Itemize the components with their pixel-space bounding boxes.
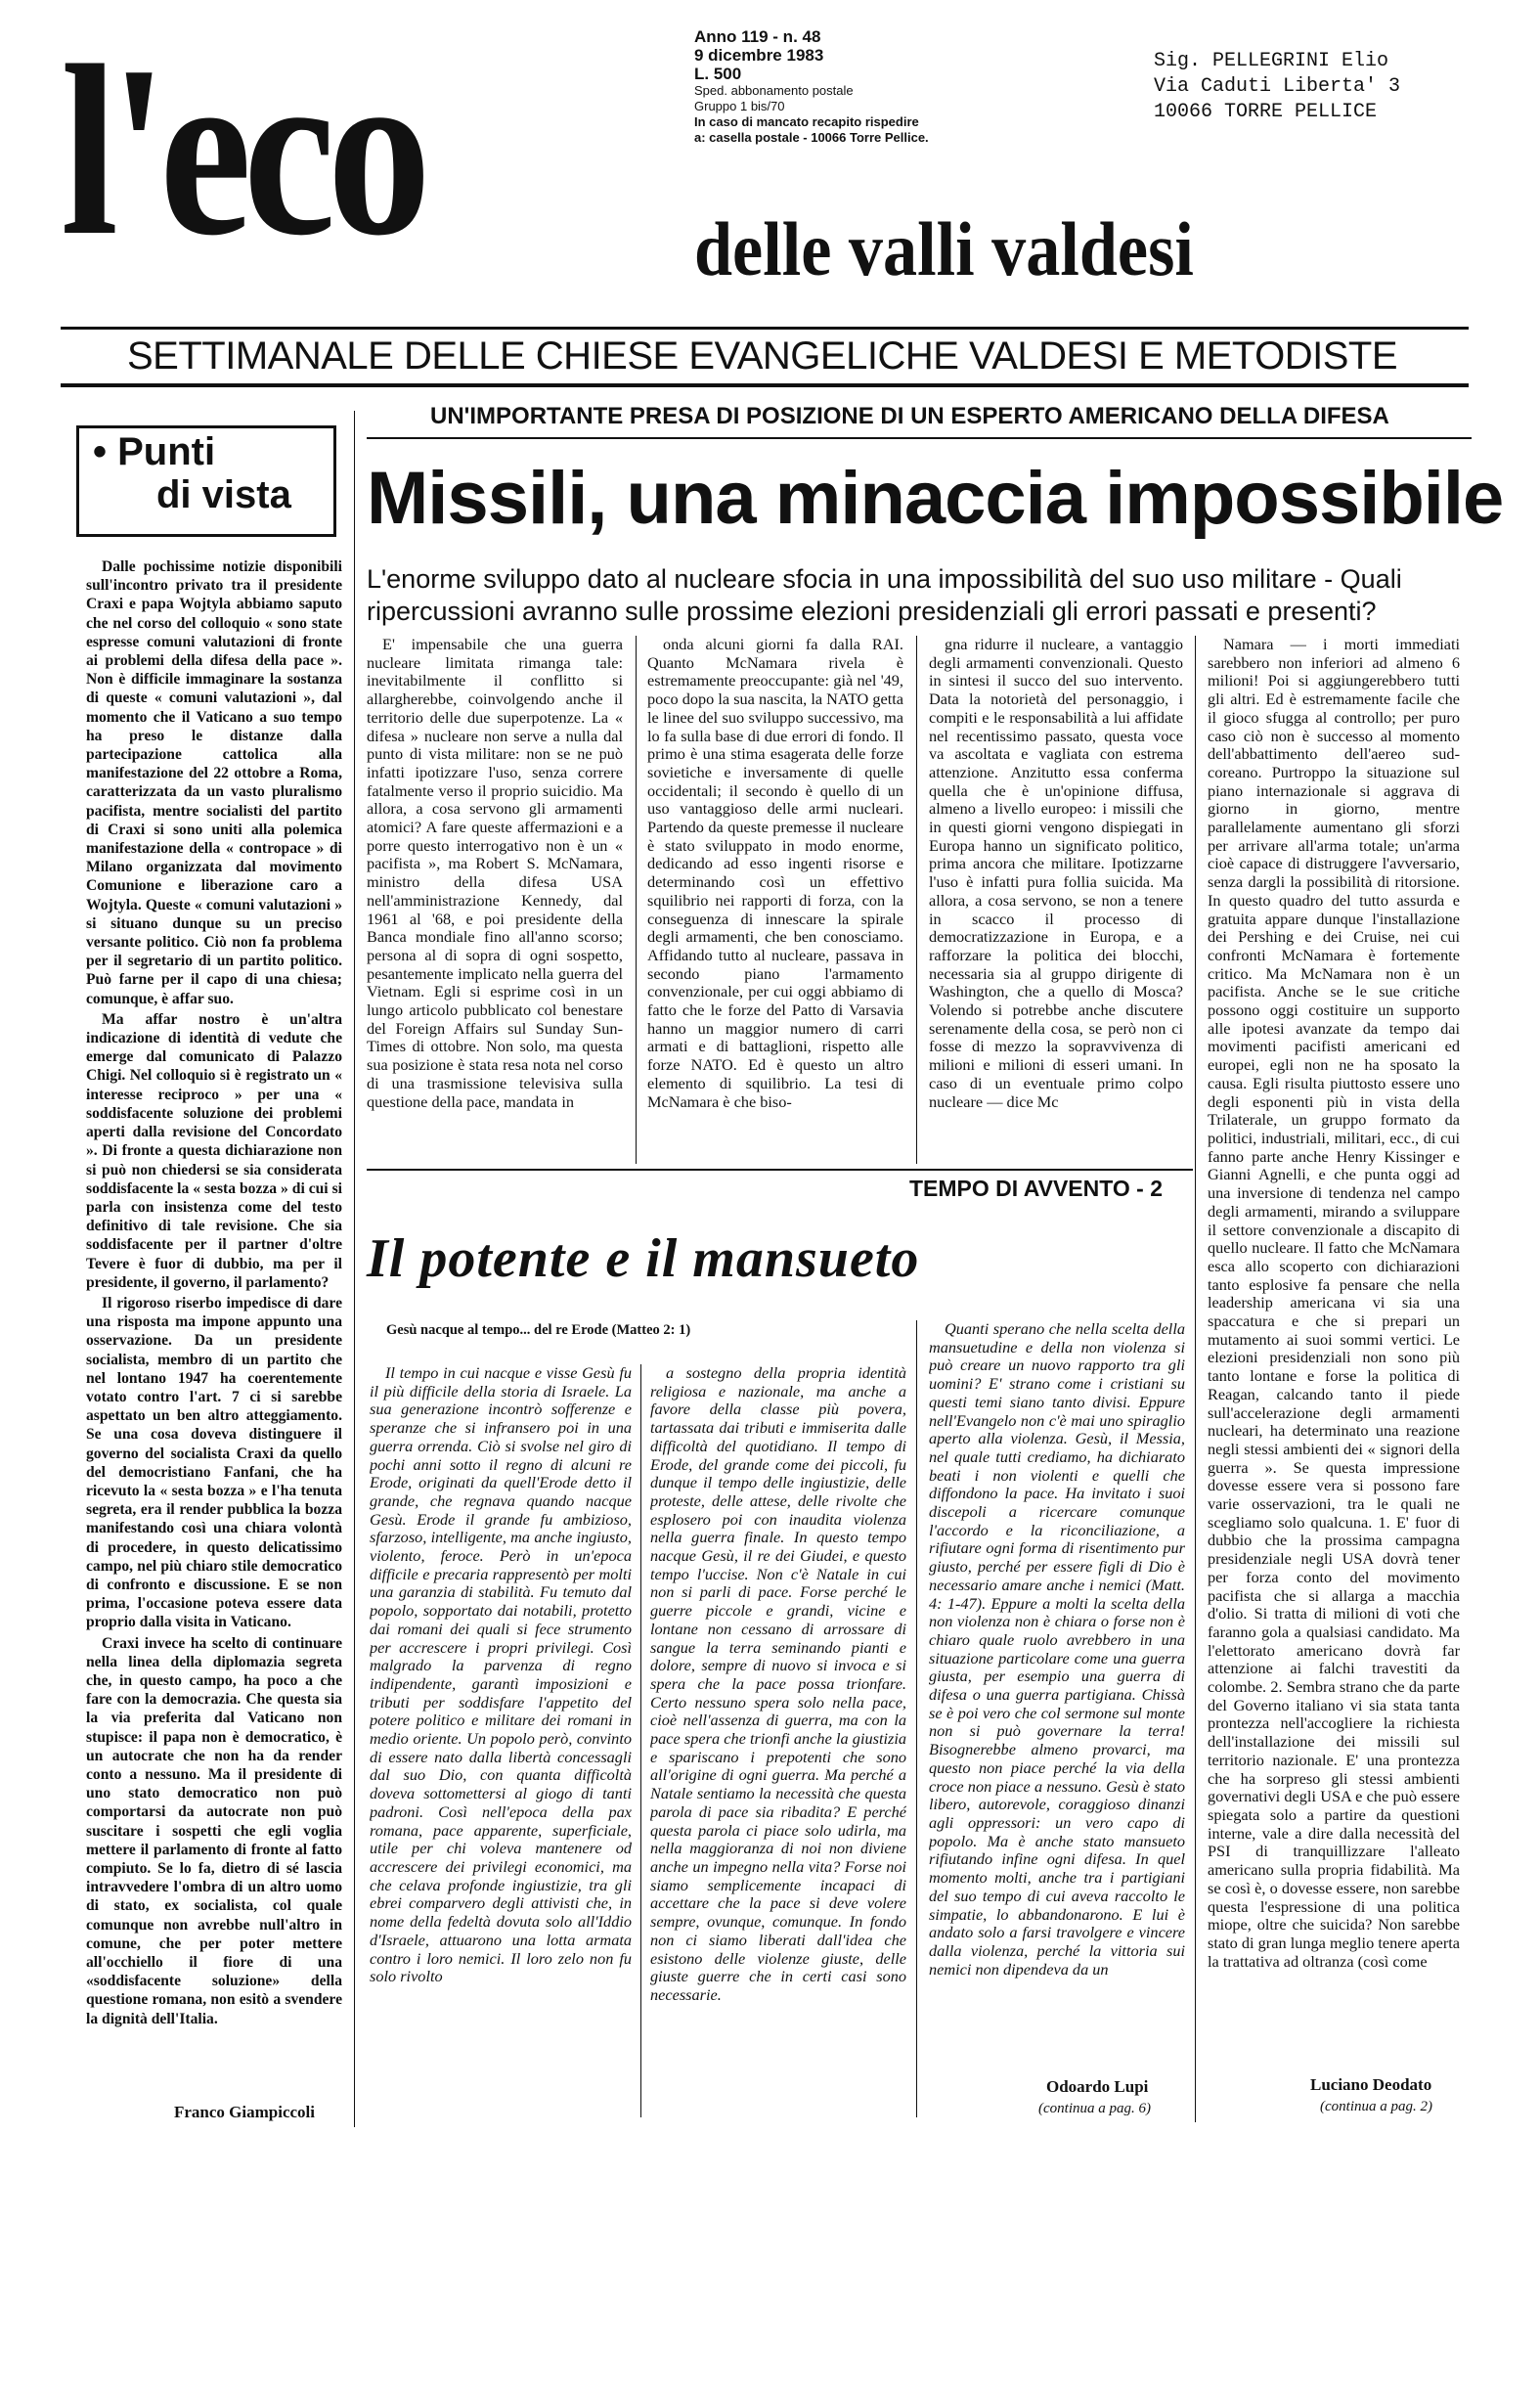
- editorial-paragraph: Ma affar nostro è un'altra indicazione di identità di vedute che emerge dal comunicato di Palazzo Chigi. Nel colloquio si è registrato un « interesse reciproco » per una « soddisfacente soluzione dei problemi aperti dalla revisione del Concordato ». Di fronte a questa dichiarazione non si può non chiedersi se sia considerata soddisfacente la « sesta bozza » di cui si parla con insistenza come del testo definitivo di tale revisione. Che sia soddisfacente per il partner d'oltre Tevere è fuor di dubbio, ma per il presidente, il governo, il parlamento?: [86, 1010, 342, 1291]
- weekly-tagline: SETTIMANALE DELLE CHIESE EVANGELICHE VALDESI E METODISTE: [127, 334, 1398, 378]
- avvento-signature: Odoardo Lupi: [1046, 2077, 1149, 2096]
- issue-info: [694, 27, 929, 146]
- column-divider: [916, 636, 917, 1164]
- issue-return-2: a: casella postale - 10066 Torre Pellice.: [694, 130, 929, 145]
- address-line: Via Caduti Liberta' 3: [1154, 75, 1401, 98]
- punti-di-vista-title: • Punti: [93, 430, 216, 473]
- column-divider: [916, 1320, 917, 2117]
- avvento-rule: [367, 1169, 1193, 1171]
- editorial-paragraph: Dalle pochissime notizie disponibili sull'incontro privato tra il presidente Craxi e papa Wojtyla abbiamo saputo che nel corso del colloquio « sono state espresse comuni valutazioni di fronte ai problemi della difesa della pace ». Non è difficile immaginare la sostanza di queste « comuni valutazioni », dal momento che il Vaticano a suo tempo ha preso le distanze dalla partecipazione cattolica alla manifestazione del 22 ottobre a Roma, caratterizzata da un vasto pluralismo pacifista, mentre socialisti del partito di Craxi si sono uniti alla polemica manifestazione della « contropace » di Milano organizzata dal movimento Comunione e liberazione caro a Wojtyla. Queste « comuni valutazioni » si situano dunque su un preciso versante politico. Ciò non fa problema per il segretario di un partito politico. Può farne per il capo di una chiesa; comunque, è affar suo.: [86, 558, 342, 1007]
- avvento-continued: (continua a pag. 6): [1038, 2101, 1151, 2116]
- missili-column-2: [647, 636, 903, 1164]
- editorial-paragraph: Craxi invece ha scelto di continuare nella linea della diplomazia segreta che, in questo campo, ha poco a che fare con la democrazia. Che questa sia la via preferita dal Vaticano non stupisce: il papa non è democratico, è un autocrate che non ha da render conto a nessuno. Ma il presidente di uno stato democratico non può comportarsi da autocrate non può suscitare i sospetti che egli voglia mettere il parlamento di fronte al fatto compiuto. Se lo fa, dietro di sé lascia intravvedere l'ombra di un altro uomo di stato, ex socialista, col quale comunque non avrebbe null'altro in comune, che per poter mettere all'occhiello il fiore di una «soddisfacente soluzione» della questione romana, non esitò a svendere la dignità dell'Italia.: [86, 1634, 342, 2027]
- missili-text: Namara — i morti immediati sarebbero non inferiori ad almeno 6 milioni! Poi si aggiungerebbero tutti gli altri. Ed è estremamente facile che il gioco sfugga al controllo; per puro caso ciò non è successo al momento dell'abbattimento dell'aereo sud-coreano. Purtroppo la situazione sul piano internazionale si aggrava di giorno in giorno, mentre parallelamente aumentano gli sforzi per arrivare all'arma totale; un'arma cioè capace di distruggere l'avversario, senza dargli la possibilità di ritorsione. In questo quadro del tutto assurda e gratuita appare dunque l'installazione dei Pershing e dei Cruise, nei cui confronti McNamara è fortemente critico. Ma McNamara non è un pacifista. Anche se le sue critiche possono oggi costituire un supporto alle ipotesi avanzate da tempo dai movimenti pacifisti americani ed europei, egli non ne ha sposato la causa. Egli risulta piuttosto essere uno degli esponenti più in vista della Trilaterale, un gruppo formato da politici, industriali, militari, ecc., di cui fanno parte anche Henry Kissinger e Gianni Agnelli, e che punta oggi ad una inversione di tendenza nel campo degli armamenti, mirando a sviluppare il settore convenzionale a discapito di quello nucleare. Il fatto che McNamara esca allo scoperto con dichiarazioni tanto esplosive fa pensare che nella leadership americana vi sia una spaccatura e che si prepari un mutamento ai suoi sommi vertici. Le elezioni presidenziali non sono più tanto lontane e forse la politica di Reagan, calcando tanto il piede sull'accelerazione degli armamenti nucleari, ha determinato una reazione negli stessi ambienti dei « signori della guerra ». Se questa impressione dovesse essere vera si possono fare varie osservazioni, tra le quali ne scegliamo solo qualcuna. 1. E' fuor di dubbio che la prossima campagna presidenziale negli USA dovrà tener per forza conto del movimento pacifista che si allarga a macchia d'olio. Si tratta di milioni di voti che faranno gola a qualsiasi candidato. Ma l'elettorato americano dovrà far attenzione ai falchi travestiti da colombe. 2. Sembra strano che da parte del Governo italiano vi sia stata tanta prontezza nell'accogliere la richiesta dell'installazione dei missili sul territorio nazionale. E' una prontezza che ha sorpreso gli stessi ambienti governativi degli USA e che può essere spiegata solo a partire da questioni interne, vale a dire dalla necessità del PSI di tranquillizzare l'alleato americano sulla propria fidabilità. Ma se così è, o dovesse essere, non sarebbe questa l'espressione di una politica miope, oltre che suicida? Non sarebbe stato di gran lunga meglio tenere aperta la trattativa ad oltranza (così come: [1208, 636, 1460, 1971]
- issue-number: Anno 119 - n. 48: [694, 27, 821, 46]
- issue-price: L. 500: [694, 65, 742, 83]
- avvento-headline: Il potente e il mansueto: [367, 1228, 920, 1289]
- avvento-column-1: [370, 1364, 632, 2117]
- issue-postal: Sped. abbonamento postale: [694, 83, 854, 98]
- missili-text: onda alcuni giorni fa dalla RAI. Quanto McNamara rivela è estremamente preoccupante: già nel '49, poco dopo la sua nascita, la NATO getta le linee del suo sviluppo successivo, ma lo fa sulla base di due errori di fondo. Il primo è una stima esagerata delle forze sovietiche e inversamente di quelle occidentali; il secondo è quello di un uso vantaggioso delle armi nucleari. Partendo da queste premesse il nucleare è stato sviluppato in modo enorme, dedicando ad esso ingenti risorse e determinando così un effettivo squilibrio nei rapporti di forza, con la conseguenza di innescare la spirale degli armamenti, che ben conosciamo. Affidando tutto al nucleare, passava in secondo piano l'armamento convenzionale, per cui oggi abbiamo di fatto che le forze del Patto di Varsavia hanno un maggior numero di carri armati e di battaglioni, rispetto alle forze NATO. Ed è questo un altro elemento di squilibrio. La tesi di McNamara è che biso-: [647, 636, 903, 1111]
- lead-kicker: UN'IMPORTANTE PRESA DI POSIZIONE DI UN ESPERTO AMERICANO DELLA DIFESA: [430, 403, 1389, 429]
- issue-group: Gruppo 1 bis/70: [694, 99, 785, 113]
- missili-text: gna ridurre il nucleare, a vantaggio degli armamenti convenzionali. Questo in sintesi il succo del suo intervento. Data la notorietà del personaggio, i compiti e le responsabilità a lui affidate nel recentissimo passato, questa voce va ascoltata e vagliata con estrema attenzione. Anzitutto essa conferma quella che è un'opinione diffusa, almeno a livello europeo: i missili che in questi giorni vengono dispiegati in Europa hanno un significato politico, prima ancora che militare. Ipotizzarne l'uso è infatti pura follia suicida. Ma allora, a cosa servono, se non a tenere in scacco il processo di democratizzazione in Europa, e a rafforzare la politica dei blocchi, necessaria sia al gruppo dirigente di Washington, che a quello di Mosca? Volendo si potrebbe anche discutere serenamente della cosa, se però non ci fosse di mezzo la sopravvivenza di milioni e milioni di esseri umani. In caso di un eventuale primo colpo nucleare — dice Mc: [929, 636, 1183, 1111]
- punti-di-vista-subtitle: di vista: [156, 473, 291, 516]
- editorial-paragraph: Il rigoroso riserbo impedisce di dare una risposta ma impone appunto una osservazione. Da un presidente socialista, membro di un partito che nel lontano 1947 ha coerentemente votato contro l'art. 7 ci si sarebbe aspettato un ben altro atteggiamento. Se una cosa doveva distinguere il governo del socialista Craxi da quello del democristiano Fanfani, che ha ricevuto la « sesta bozza » e l'ha tenuta segreta, era il render pubblica la bozza manifestando così una chiara volontà di procedere, in questo delicatissimo campo, nel più chiaro stile democratico di confronto e discussione. E se non prima, l'occasione poteva essere data proprio dalla visita in Vaticano.: [86, 1294, 342, 1631]
- column-divider: [354, 411, 355, 2127]
- editorial-column: [86, 557, 342, 2401]
- address-line: 10066 TORRE PELLICE: [1154, 101, 1378, 123]
- avvento-text: Quanti sperano che nella scelta della mansuetudine e della non violenza si può creare un nuovo rapporto tra gli uomini? E' strano come i cristiani su questi temi siano tanto divisi. Eppure nell'Evangelo non c'è mai uno spiraglio aperto alla violenza. Gesù, il Messia, nel quale tutti crediamo, ha dichiarato beati i non violenti e quelli che diffondono la pace. Ha invitato i suoi discepoli a ricercare comunque l'accordo e la riconciliazione, a rifiutare ogni forma di risentimento pur giusto, perché per essere figli di Dio è necessario amare anche i nemici (Matt. 4: 1-47). Eppure a molti la scelta della non violenza non è chiara o forse non è chiaro quale ruolo avrebbero in una situazione particolare come una guerra giusta, per esempio una guerra di difesa o una guerra partigiana. Chissà se è poi vero che col sermone sul monte non si può governare la terra! Bisognerebbe almeno provarci, ma questo non piace perché la via della croce non piace a nessuno. Gesù è stato libero, autorevole, coraggioso dinanzi agli oppressori: un vero capo di popolo. Ma è anche stato mansueto rifiutando infine ogni difesa. In quel momento molti, anche tra i partigiani del suo tempo di cui aveva raccolto le simpatie, lo abbandonarono. E lui è andato solo a farsi travolgere e vincere dalla violenza, perché la vittoria sui nemici non dipendeva da un: [929, 1320, 1185, 1979]
- issue-return-1: In caso di mancato recapito rispedire: [694, 114, 919, 129]
- avvento-text: a sostegno della propria identità religiosa e nazionale, ma anche a favore della classe più povera, tartassata dai tributi e immiserita dalle difficoltà del quotidiano. Il tempo di Erode, del grande come dei piccoli, fu dunque il tempo delle ingiustizie, delle proteste, delle attese, delle rivolte che esplosero poi con inaudita violenza nella guerra finale. In questo tempo nacque Gesù, il re dei Giudei, e questo tempo l'uccise. Non c'è Natale in cui non si parli di pace. Forse perché le guerre piccole e grandi, vicine e lontane non cessano di arrossare di sangue la terra seminando pianti e dolore, sempre di nuovo si invoca e si spera che la pace possa trionfare. Certo nessuno spera solo nella pace, cioè nell'assenza di guerra, ma con la pace spera che trionfi anche la giustizia e spariscano i prepotenti che sono all'origine di ogni guerra. Ma perché a Natale sentiamo la necessità che questa parola di pace sia ribadita? E perché questa parola ci piace solo udirla, ma nella maggioranza di noi non diviene anche un impegno nella vita? Forse noi siamo semplicemente incapaci di accettare che la pace si deve volere sempre, ovunque, comunque. In fondo non ci siamo liberati dall'idea che esistono delle violenze giuste, delle giuste guerre che in certi casi sono necessarie.: [650, 1364, 906, 2004]
- missili-continued: (continua a pag. 2): [1320, 2099, 1432, 2114]
- masthead-subtitle: delle valli valdesi: [694, 206, 1194, 291]
- avvento-column-3: [929, 1320, 1185, 2073]
- avvento-kicker: TEMPO DI AVVENTO - 2: [909, 1176, 1163, 1201]
- editorial-signature: Franco Giampiccoli: [174, 2103, 316, 2121]
- kicker-rule: [367, 437, 1472, 439]
- missili-column-1: [367, 636, 623, 1164]
- masthead-logo: l'eco: [61, 16, 423, 287]
- address-line: Sig. PELLEGRINI Elio: [1154, 50, 1389, 72]
- lead-deck: L'enorme sviluppo dato al nucleare sfocia in una impossibilità del suo uso militare - Quali ripercussioni avranno sulle prossime elezioni presidenziali gli errori passati e presenti?: [367, 564, 1402, 626]
- missili-column-4: [1208, 636, 1460, 2071]
- missili-text: E' impensabile che una guerra nucleare limitata rimanga tale: inevitabilmente il conflitto si allargherebbe, coinvolgendo anche il territorio delle due superpotenze. La « difesa » nucleare non serve a nulla dal punto di vista militare: non se ne può infatti ipotizzare l'uso, senza correre fatalmente verso il proprio suicidio. Ma allora, a cosa servono gli armamenti atomici? A fare queste affermazioni e a porre questo interrogativo non è un « pacifista », ma Robert S. McNamara, ministro della difesa USA nell'amministrazione Kennedy, dal 1961 al '68, e poi presidente della Banca mondiale fino all'anno scorso; persona al di sopra di ogni sospetto, pesantemente implicato nella guerra del Vietnam. Egli si esprime così in un lungo articolo pubblicato col benestare del Foreign Affairs sul Sunday Sun-Times di ottobre. Non solo, ma questa sua posizione è stata resa nota nel corso di una trasmissione televisiva sulla questione della pace, mandata in: [367, 636, 623, 1111]
- lead-headline: Missili, una minaccia impossibile: [367, 457, 1504, 540]
- column-divider: [640, 1364, 641, 2117]
- column-divider: [1195, 636, 1196, 2122]
- avvento-text: Il tempo in cui nacque e visse Gesù fu il più difficile della storia di Israele. La sua generazione incontrò sofferenze e speranze che si infransero poi in una guerra orrenda. Ciò si svolse nel giro di pochi anni sotto il regno di alcuni re Erode, originati da quell'Erode detto il grande, che regnava quando nacque Gesù. Erode il grande fu ambizioso, sfarzoso, intelligente, ma anche ingiusto, violento, feroce. Però in un'epoca difficile e precaria rappresentò per molti una garanzia di stabilità. Fu temuto dal popolo, sopportato dai notabili, protetto dai romani dei quali si fece strumento per accrescere i propri privilegi. Così malgrado la parvenza di regno indipendente, garantì imposizioni e tributi per soddisfare l'appetito del potere politico e militare dei romani in medio oriente. Un popolo però, convinto di essere nato dalla libertà concessagli dal suo Dio, con quanta difficoltà doveva sottomettersi al giogo di tanti padroni. Così nell'epoca della pax romana, pace apparente, superficiale, utile per chi voleva mantenere od accrescere dei privilegi economici, ma che celava profonde ingiustizie, tra gli ebrei comparvero degli attivisti che, in nome della fedeltà dovuta solo all'Iddio d'Israele, attuarono una lotta armata contro i loro nemici. Il loro zelo non fu solo rivolto: [370, 1364, 632, 1986]
- missili-column-3: [929, 636, 1183, 1164]
- avvento-column-2: [650, 1364, 906, 2117]
- address-label: [1154, 49, 1400, 125]
- column-divider: [636, 636, 637, 1164]
- avvento-epigraph: Gesù nacque al tempo... del re Erode (Matteo 2: 1): [386, 1322, 691, 1338]
- masthead-rule-bottom: [61, 383, 1469, 387]
- masthead-rule-top: [61, 327, 1469, 330]
- missili-signature: Luciano Deodato: [1310, 2075, 1432, 2094]
- issue-date: 9 dicembre 1983: [694, 46, 824, 65]
